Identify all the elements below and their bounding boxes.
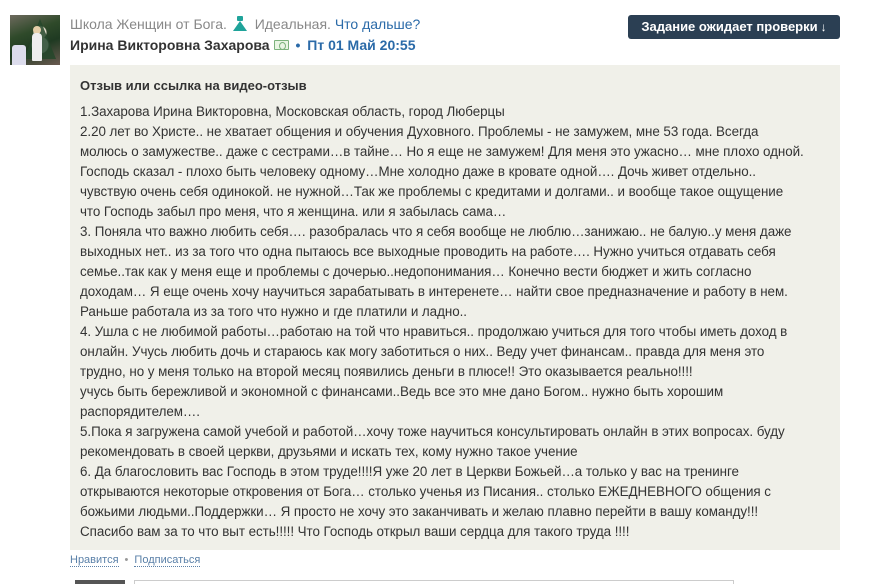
review-line: Господь сказал - плохо быть человеку одному…Мне холодно даже в кровате одной…. Дочь живет отдельно.. xyxy=(80,164,756,179)
task-pending-review-button[interactable] xyxy=(628,15,840,39)
review-line: что Господь забыл про меня, что я женщина. или я забылась сама… xyxy=(80,204,507,219)
money-icon xyxy=(274,40,289,50)
task-pending-review-label: Задание ожидает проверки xyxy=(641,19,818,34)
post-meta xyxy=(70,37,415,53)
avatar-decor-shape xyxy=(12,45,26,65)
review-line: семье..так как у меня еще и проблемы с дочерью..недопонимания… Конечно вести бюджет и жить согласно xyxy=(80,264,752,279)
review-line: Спасибо вам за то что выт есть!!!!! Что Господь открыл ваши сердца для такого труда !!!! xyxy=(80,524,630,539)
post-context xyxy=(70,16,420,32)
avatar-person-shape xyxy=(32,33,42,61)
like-link[interactable]: Нравится xyxy=(70,554,119,566)
topic-link[interactable]: Что дальше? xyxy=(334,16,421,32)
topic-text: Идеальная. xyxy=(254,16,331,32)
review-line: Раньше работала из за того что нужно и где платили и ладно.. xyxy=(80,304,467,319)
review-line: 2.20 лет во Христе.. не хватает общения и обучения Духовного. Проблемы - не замужем, мне 53 года. Всегда xyxy=(80,124,759,139)
arrow-down-icon: ↓ xyxy=(820,20,827,34)
review-line: молюсь о замужестве.. даже с сестрами…в тайне… Но я еще не замужем! Для меня это ужасно… мне плохо одной. xyxy=(80,144,804,159)
review-line: 1.Захарова Ирина Викторовна, Московская область, город Люберцы xyxy=(80,104,505,119)
review-line: открываются некоторые откровения от Бога… столько ученья из Писания.. столько ЕЖЕДНЕВНОГО общения с xyxy=(80,484,771,499)
post-actions xyxy=(70,554,200,566)
review-line: чувствую очень себя одинокой. не нужной…Так же проблемы с кредитами и долгами.. и вообще такое ощущение xyxy=(80,184,784,199)
review-line: трудно, но у меня только на второй месяц появились деньги в плюсе!! Это оказывается реально!!!! xyxy=(80,364,693,379)
review-line: 6. Да благословить вас Господь в этом труде!!!!Я уже 20 лет в Церкви Божьей…а только у вас на тренинге xyxy=(80,464,739,479)
review-line: 3. Поняла что важно любить себя…. разобралась что я себя вообще не люблю…занижаю.. не балую..у меня даже xyxy=(80,224,792,239)
review-line: 5.Пока я загружена самой учебой и работой…хочу тоже научиться консультировать онлайн в этих вопросах. буду xyxy=(80,424,785,439)
comment-input[interactable] xyxy=(134,580,734,584)
meta-separator: • xyxy=(295,37,301,53)
actions-separator: • xyxy=(124,554,129,566)
review-line: доходам… Я еще очень хочу научиться зарабатывать в интеренете… найти свое предназначение и работу в нем. xyxy=(80,284,788,299)
group-name-link[interactable]: Школа Женщин от Бога. xyxy=(70,16,227,32)
review-content-box xyxy=(70,65,840,550)
review-title: Отзыв или ссылка на видео-отзыв xyxy=(80,78,307,93)
review-line: божьими людьми..Поддержки… Я просто не хочу это заканчивать и желаю плавно перейти в вашу команду!!! xyxy=(80,504,759,519)
subscribe-link[interactable]: Подписаться xyxy=(134,554,201,566)
author-avatar[interactable] xyxy=(10,15,60,65)
review-line: онлайн. Учусь любить дочь и стараюсь как могу заботиться о них.. Веду учет финансам.. правда для меня это xyxy=(80,344,765,359)
commenter-avatar xyxy=(75,580,125,584)
review-line: учусь быть бережливой и экономной с финансами..Ведь все это мне дано Богом.. нужно быть хорошим xyxy=(80,384,724,399)
review-line: 4. Ушла с не любимой работы…работаю на той что нравиться.. продолжаю учиться для того чтобы иметь доход в xyxy=(80,324,788,339)
review-line: рекомендовать в своей церкви, друзьями и искать тех, кому нужно такое учение xyxy=(80,444,578,459)
dress-icon xyxy=(233,16,247,31)
author-name-link[interactable]: Ирина Викторовна Захарова xyxy=(70,37,270,53)
review-line: выходных нет.. из за того что одна пытаюсь все выходные проводить на работе…. Нужно учиться отдавать себя xyxy=(80,244,776,259)
review-line: распорядителем…. xyxy=(80,404,200,419)
post-datetime-link[interactable]: Пт 01 Май 20:55 xyxy=(307,37,416,53)
